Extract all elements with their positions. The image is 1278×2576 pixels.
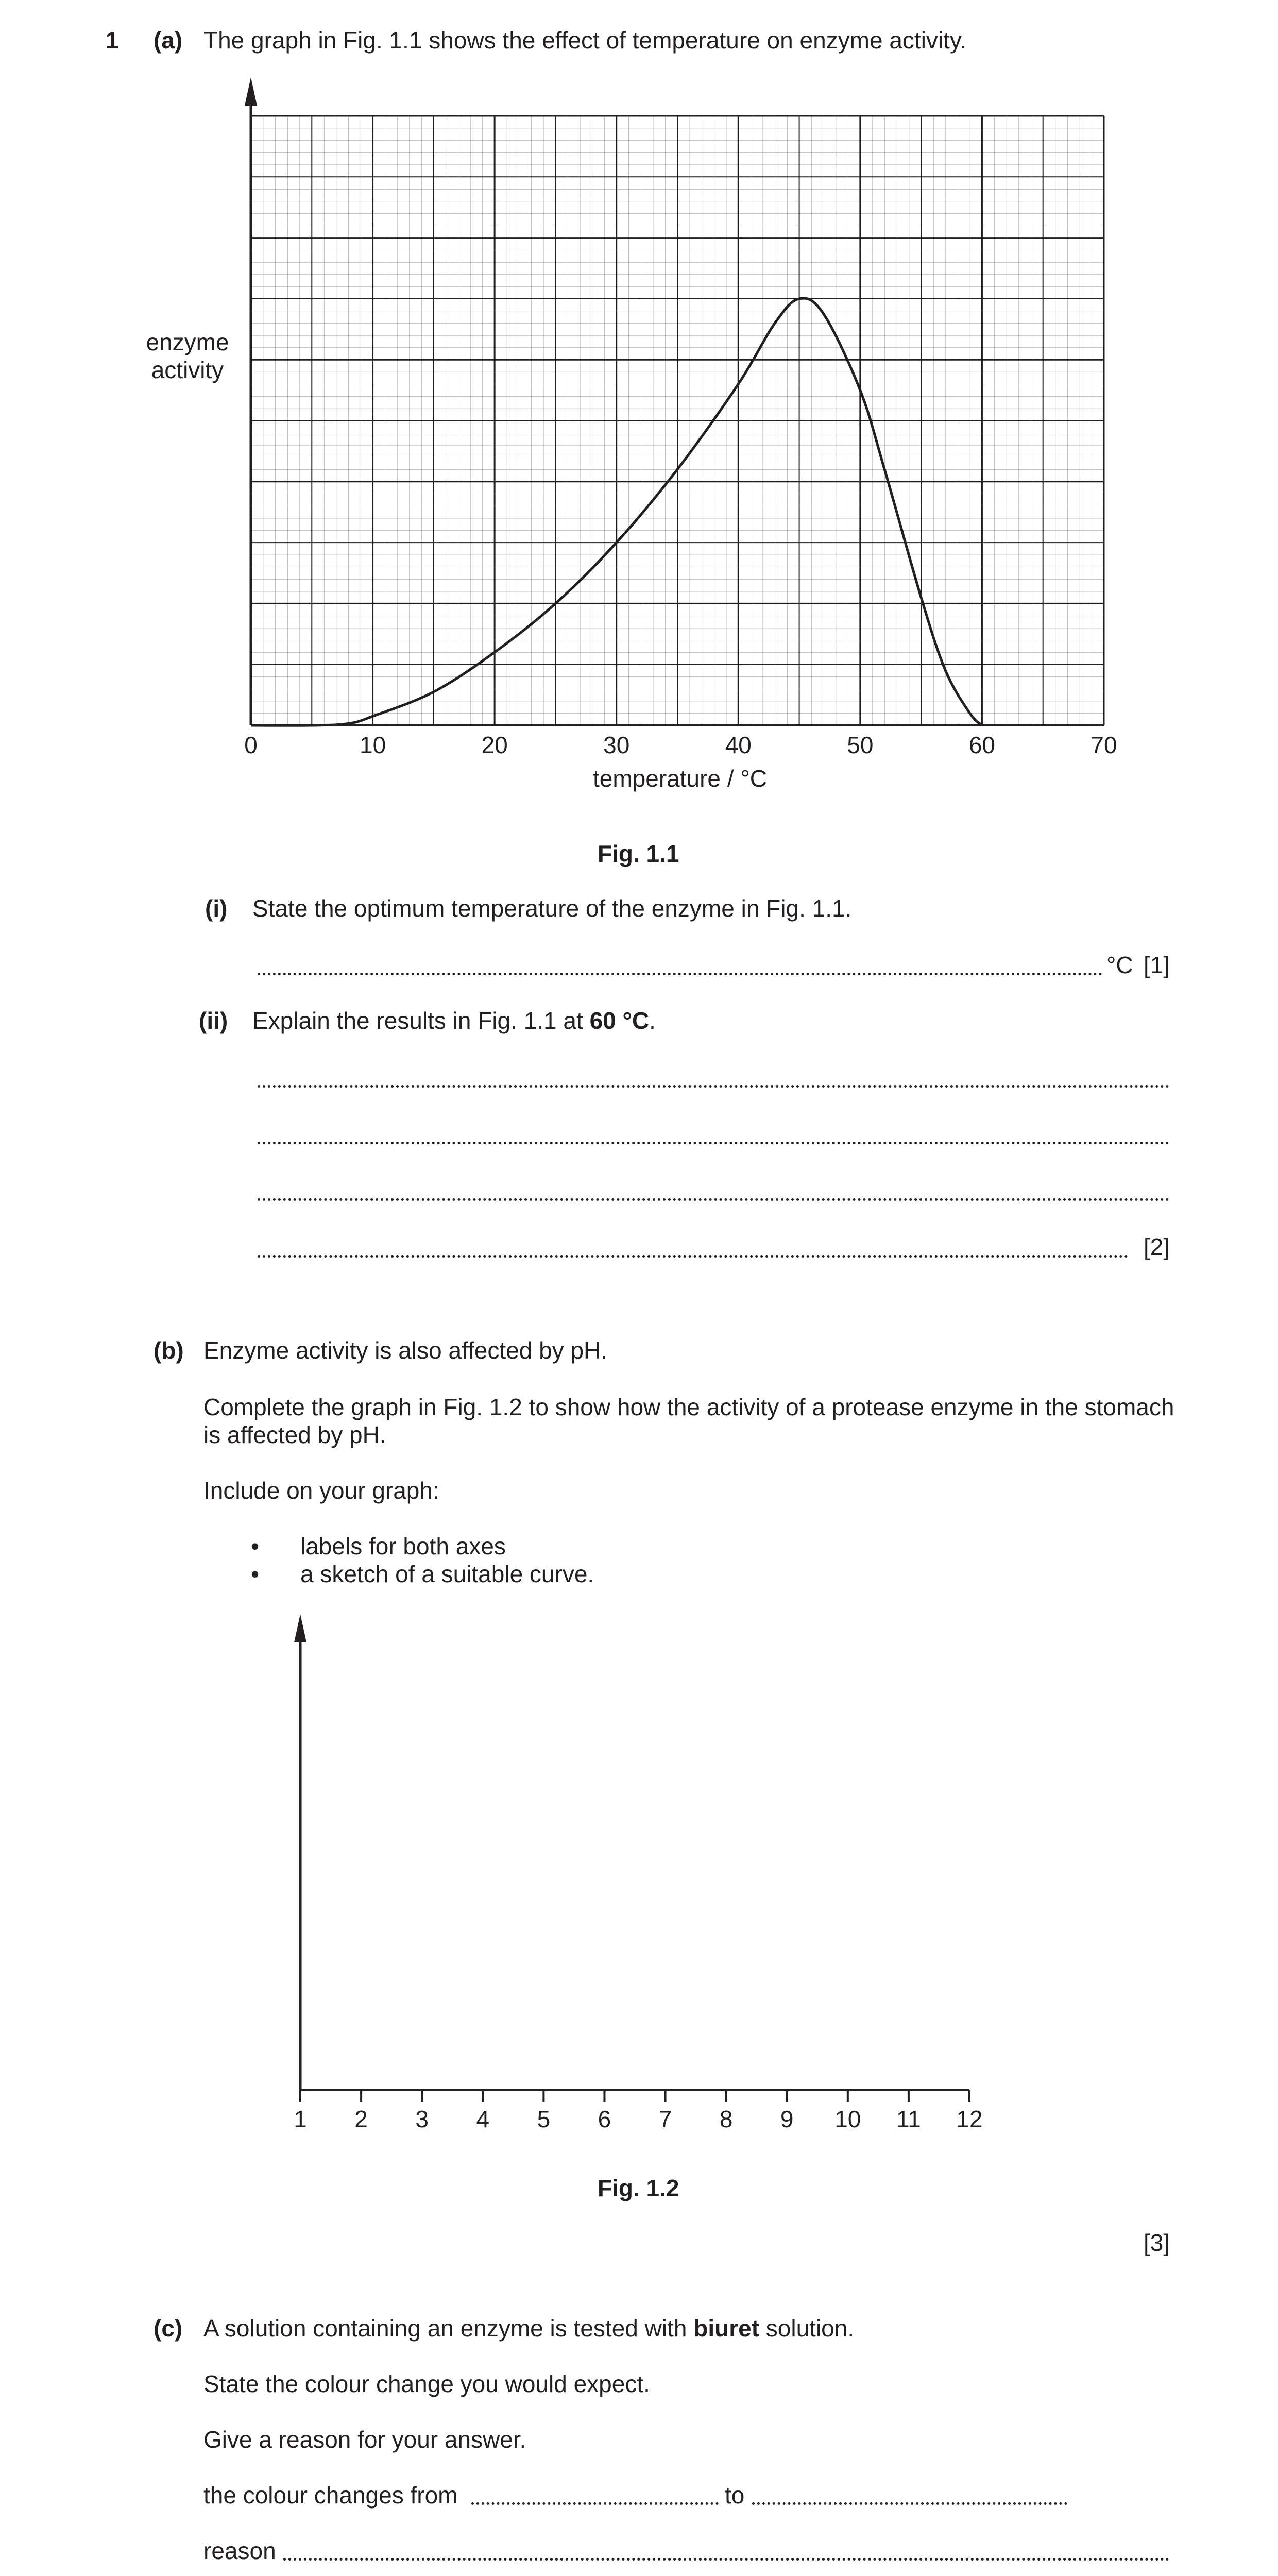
x-tick-label: 20 [481, 732, 508, 758]
marks-b: [3] [1144, 2229, 1170, 2256]
x-tick-label: 50 [847, 732, 874, 758]
answer-line-a-ii-2[interactable] [258, 1142, 1169, 1144]
fig-1-1-caption: Fig. 1.1 [598, 840, 679, 867]
x-tick-label: 0 [244, 732, 258, 758]
fig-1-2-caption: Fig. 1.2 [598, 2175, 679, 2201]
part-a-i-question: State the optimum temperature of the enzyme in Fig. 1.1. [252, 895, 852, 922]
part-a-intro: The graph in Fig. 1.1 shows the effect of temperature on enzyme activity. [203, 27, 967, 54]
x-tick-label: 12 [956, 2106, 983, 2132]
part-c-text-2: State the colour change you would expect. [203, 2370, 650, 2397]
answer-line-a-ii-3[interactable] [258, 1198, 1169, 1201]
colour-from-label: the colour changes from [203, 2482, 458, 2509]
part-a-i-label: (i) [205, 895, 228, 922]
answer-line-a-ii-1[interactable] [258, 1085, 1169, 1088]
y-axis-arrow-icon [245, 77, 257, 106]
x-tick-label: 6 [598, 2106, 611, 2132]
x-tick-label: 10 [834, 2106, 861, 2132]
x-tick-label: 11 [896, 2106, 921, 2132]
x-tick-label: 4 [476, 2106, 490, 2132]
x-tick-label: 9 [780, 2106, 794, 2132]
x-tick-label: 40 [725, 732, 752, 758]
x-tick-label: 3 [415, 2106, 429, 2132]
part-b-text-2b: is affected by pH. [203, 1421, 386, 1448]
marks-a-i: [1] [1144, 952, 1170, 978]
fig-1-2-graph[interactable] [0, 1597, 1278, 2133]
x-tick-label: 2 [354, 2106, 368, 2132]
answer-unit-celsius: °C [1106, 952, 1133, 978]
part-c-label: (c) [154, 2315, 183, 2342]
bullet-1: • [251, 1533, 260, 1560]
part-a-ii-question: Explain the results in Fig. 1.1 at 60 °C. [252, 1007, 656, 1034]
reason-label: reason [203, 2537, 276, 2564]
bullet-2: • [251, 1561, 260, 1587]
x-axis-label: temperature / °C [593, 765, 767, 792]
part-c-text-1: A solution containing an enzyme is tested with biuret solution. [203, 2315, 855, 2342]
y-axis-arrow-icon [294, 1614, 306, 1642]
x-tick-label: 5 [537, 2106, 551, 2132]
x-tick-labels [244, 732, 1117, 758]
x-tick-label: 7 [658, 2106, 672, 2132]
marks-a-ii: [2] [1144, 1233, 1170, 1260]
answer-line-a-i[interactable] [258, 973, 1102, 975]
question-number: 1 [106, 27, 119, 54]
part-b-label: (b) [154, 1337, 184, 1364]
x-tick-label: 60 [968, 732, 996, 758]
x-tick-label: 30 [603, 732, 630, 758]
part-c-text-3: Give a reason for your answer. [203, 2426, 526, 2453]
fig-1-1-graph [0, 0, 1278, 835]
x-tick-label: 10 [359, 732, 386, 758]
x-tick-label: 70 [1090, 732, 1117, 758]
y-axis-label-line2: activity [151, 357, 224, 383]
x-tick-label: 1 [294, 2106, 307, 2132]
part-b-text-2a: Complete the graph in Fig. 1.2 to show how the activity of a protease enzyme in the stomach [203, 1394, 1174, 1420]
part-a-ii-label: (ii) [199, 1007, 228, 1034]
answer-line-a-ii-4[interactable] [258, 1255, 1128, 1258]
bullet-item-2: a sketch of a suitable curve. [300, 1561, 594, 1587]
bullet-item-1: labels for both axes [300, 1533, 506, 1560]
part-b-text-3: Include on your graph: [203, 1477, 439, 1504]
y-axis-label-line1: enzyme [146, 329, 229, 355]
answer-line-reason-1[interactable] [283, 2558, 1169, 2561]
part-b-text-1: Enzyme activity is also affected by pH. [203, 1337, 608, 1364]
colour-to-label: to [725, 2482, 745, 2509]
x-axis-ticks [300, 2090, 969, 2102]
part-a-label: (a) [154, 27, 183, 54]
answer-line-colour-from[interactable] [471, 2502, 719, 2505]
answer-line-colour-to[interactable] [752, 2502, 1067, 2505]
x-tick-label: 8 [719, 2106, 733, 2132]
x-tick-labels [294, 2106, 982, 2132]
